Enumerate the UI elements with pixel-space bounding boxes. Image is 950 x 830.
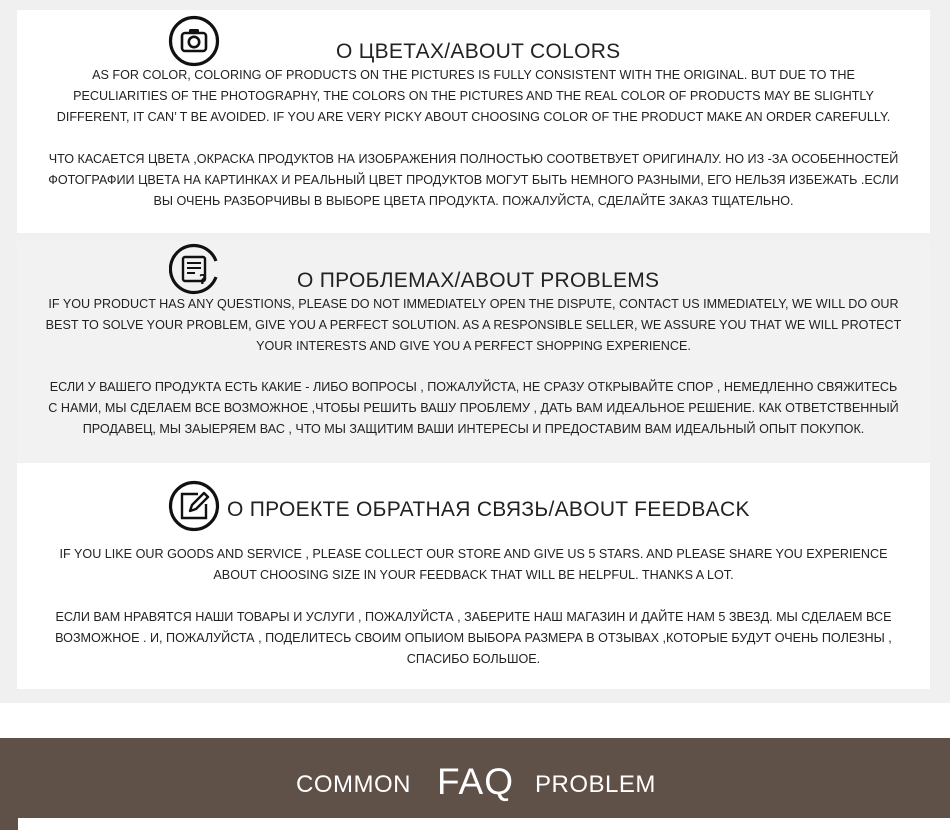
faq-word-problem: PROBLEM bbox=[535, 771, 656, 798]
divider-strip bbox=[0, 703, 950, 738]
svg-text:?: ? bbox=[199, 273, 207, 288]
faq-bottom-edge bbox=[18, 818, 950, 830]
about-problems-card bbox=[17, 241, 930, 462]
edit-pencil-icon bbox=[168, 480, 220, 532]
section-text-ru: ЕСЛИ У ВАШЕГО ПРОДУКТА ЕСТЬ КАКИЕ - ЛИБО ВОПРОСЫ , ПОЖАЛУЙСТА, НЕ СРАЗУ ОТКРЫВАЙТЕ СПОР , НЕМЕДЛЕННО СВЯЖИТЕСЬ С НАМИ, МЫ СДЕЛАЕМ ВСЕ ВОЗМОЖНОЕ ,ЧТОБЫ РЕШИТЬ ВАШУ ПРОБЛЕМУ , ДАТЬ ВАМ ИДЕАЛЬНОЕ РЕШЕНИЕ. КАК ОТВЕТСТВЕННЫЙ ПРОДАВЕЦ, МЫ ЗАЫЕРЯЕМ ВАС , ЧТО МЫ ЗАЩИТИМ ВАШИ ИНТЕРЕСЫ И ПРЕДОСТАВИМ ВАМ ИДЕАЛЬНЫЙ ОПЫТ ПОКУПОК. bbox=[48, 380, 899, 436]
section-text-en: AS FOR COLOR, COLORING OF PRODUCTS ON THE PICTURES IS FULLY CONSISTENT WITH THE ORIGINAL. BUT DUE TO THE PECULIARITIES OF THE PHOTOGRAPHY, THE COLORS ON THE PICTURES AND THE REAL COLOR OF PRODUCTS MAY BE SLIGHTLY DIFFERENT, IT CAN’ T BE AVOIDED. IF YOU ARE VERY PICKY ABOUT CHOOSING COLOR OF THE PRODUCT MAKE AN ORDER CAREFULLY. bbox=[56, 68, 891, 124]
section-title: О ЦВЕТАХ/ABOUT COLORS bbox=[336, 40, 621, 63]
faq-word-common: COMMON bbox=[296, 771, 411, 798]
about-colors-card bbox=[17, 10, 930, 233]
document-question-icon bbox=[169, 243, 221, 295]
about-feedback-card bbox=[17, 463, 930, 689]
section-text-en: IF YOU LIKE OUR GOODS AND SERVICE , PLEASE COLLECT OUR STORE AND GIVE US 5 STARS. AND PLEASE SHARE YOU EXPERIENCE ABOUT CHOOSING SIZE IN YOUR FEEDBACK THAT WILL BE HELPFUL. THANKS A LOT. bbox=[59, 547, 888, 582]
section-text-ru: ЕСЛИ ВАМ НРАВЯТСЯ НАШИ ТОВАРЫ И УСЛУГИ , ПОЖАЛУЙСТА , ЗАБЕРИТЕ НАШ МАГАЗИН И ДАЙТЕ НАМ 5 ЗВЕЗД. МЫ СДЕЛАЕМ ВСЕ ВОЗМОЖНОЕ . И, ПОЖАЛУЙСТА , ПОДЕЛИТЕСЬ СВОИМ ОПЫИОМ ВЫБОРА РАЗМЕРА В ОТЗЫВАХ ,КОТОРЫЕ БУДУТ ОЧЕНЬ ПОЛЕЗНЫ , СПАСИБО БОЛЬШОЕ. bbox=[55, 610, 892, 666]
section-title: О ПРОБЛЕМАХ/ABOUT PROBLEMS bbox=[297, 269, 660, 292]
section-text-ru: ЧТО КАСАЕТСЯ ЦВЕТА ,ОКРАСКА ПРОДУКТОВ НА ИЗОБРАЖЕНИЯ ПОЛНОСТЬЮ СООТВЕТВУЕТ ОРИГИНАЛУ. НО ИЗ -ЗА ОСОБЕННОСТЕЙ ФОТОГРАФИИ ЦВЕТА НА КАРТИНКАХ И РЕАЛЬНЫЙ ЦВЕТ ПРОДУКТОВ МОГУТ БЫТЬ НЕМНОГО РАЗНЫМИ, ЕГО НЕЛЬЗЯ ИЗБЕЖАТЬ .ЕСЛИ ВЫ ОЧЕНЬ РАЗБОРЧИВЫ В ВЫБОРЕ ЦВЕТА ПРОДУКТА. ПОЖАЛУЙСТА, СДЕЛАЙТЕ ЗАКАЗ ТЩАТЕЛЬНО. bbox=[48, 152, 899, 208]
section-text-en: IF YOU PRODUCT HAS ANY QUESTIONS, PLEASE DO NOT IMMEDIATELY OPEN THE DISPUTE, CONTACT US IMMEDIATELY, WE WILL DO OUR BEST TO SOLVE YOUR PROBLEM, GIVE YOU A PERFECT SOLUTION. AS A RESPONSIBLE SELLER, WE ASSURE YOU THAT WE WILL PROTECT YOUR INTERESTS AND GIVE YOU A PERFECT SHOPPING EXPERIENCE. bbox=[45, 297, 902, 353]
faq-banner bbox=[0, 738, 950, 830]
section-title: О ПРОЕКТЕ ОБРАТНАЯ СВЯЗЬ/ABOUT FEEDBACK bbox=[227, 498, 750, 521]
camera-icon bbox=[168, 15, 220, 67]
faq-word-faq: FAQ bbox=[437, 761, 515, 802]
